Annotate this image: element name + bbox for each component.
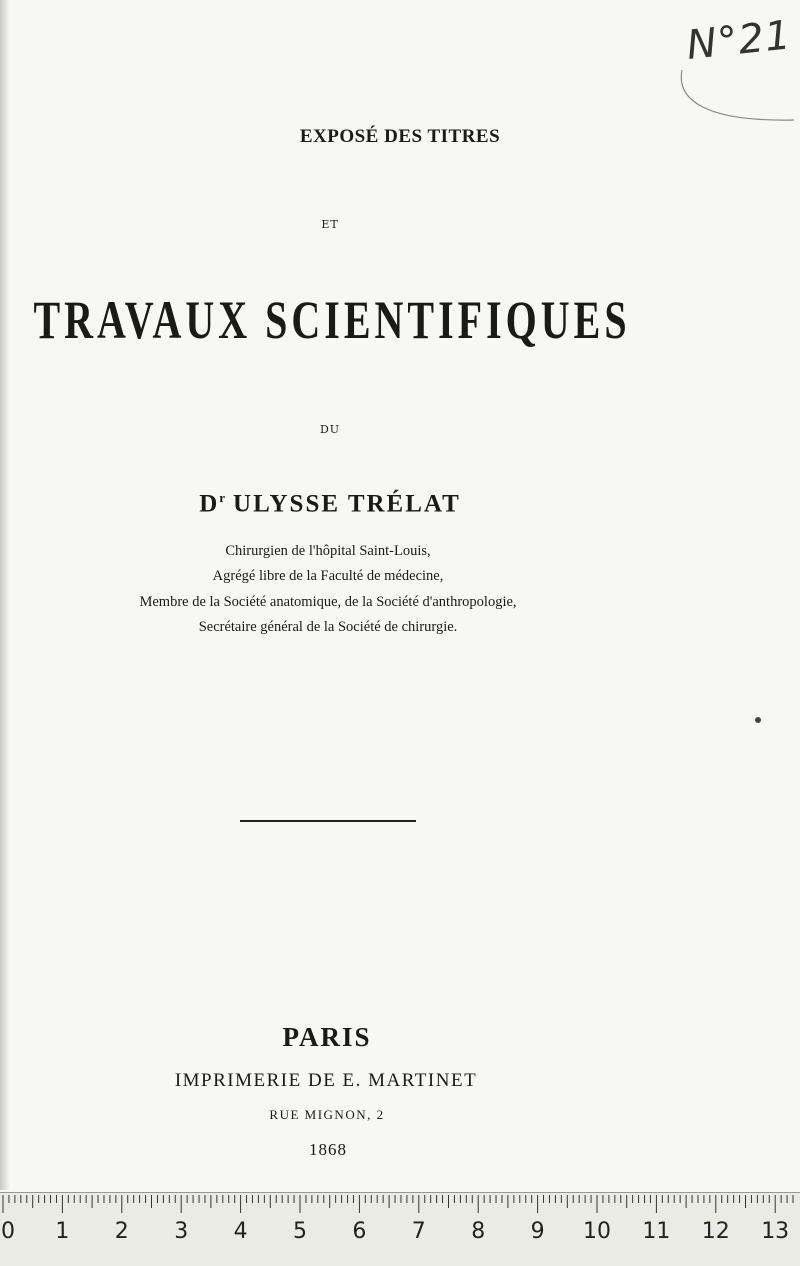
ruler-number: 5: [293, 1219, 307, 1244]
affiliation-text: Secrétaire général de la Société de chirurgie.: [198, 619, 458, 635]
imprint-printer-text: IMPRIMERIE DE E. MARTINET: [174, 1070, 478, 1091]
title-connector-du-text: DU: [319, 423, 341, 436]
ruler-number: 0: [1, 1219, 15, 1244]
measuring-ruler: [0, 1192, 800, 1266]
ruler-number: 7: [411, 1219, 426, 1244]
pencil-curve-mark: [676, 60, 800, 130]
ruler-number: 13: [761, 1219, 790, 1244]
affiliation-text: Chirurgien de l'hôpital Saint-Louis,: [225, 543, 431, 559]
main-title-text: TRAVAUX SCIENTIFIQUES: [33, 289, 631, 351]
ruler-number: 4: [233, 1219, 248, 1244]
imprint-street-text: RUE MIGNON, 2: [269, 1107, 385, 1122]
ruler-number: 11: [642, 1219, 671, 1244]
ruler-number: 8: [471, 1219, 486, 1244]
imprint-city-text: PARIS: [282, 1022, 372, 1052]
page-edge-shadow: [0, 0, 10, 1190]
ruler-number: 1: [55, 1219, 70, 1244]
author-prefix-superscript: r: [219, 490, 228, 505]
title-connector-text: ET: [321, 218, 339, 231]
section-divider-rule: [240, 820, 416, 822]
ruler-number: 10: [583, 1219, 611, 1244]
author-name: ULYSSE TRÉLAT: [233, 490, 461, 518]
ruler-number: 12: [701, 1219, 730, 1244]
title-line-1: EXPOSÉ DES TITRES: [299, 126, 501, 147]
ruler-number: 2: [114, 1219, 129, 1244]
ruler-number: 3: [174, 1219, 189, 1244]
author-prefix: D: [199, 490, 220, 518]
imprint-year-text: 1868: [309, 1140, 347, 1159]
ink-speck: [755, 717, 761, 723]
ruler-number: 9: [530, 1219, 545, 1244]
affiliation-text: Agrégé libre de la Faculté de médecine,: [212, 568, 444, 584]
ruler-number: 6: [352, 1219, 367, 1244]
handwritten-catalog-number: N°21: [684, 12, 794, 69]
affiliation-text: Membre de la Société anatomique, de la Société d'anthropologie,: [139, 594, 517, 610]
